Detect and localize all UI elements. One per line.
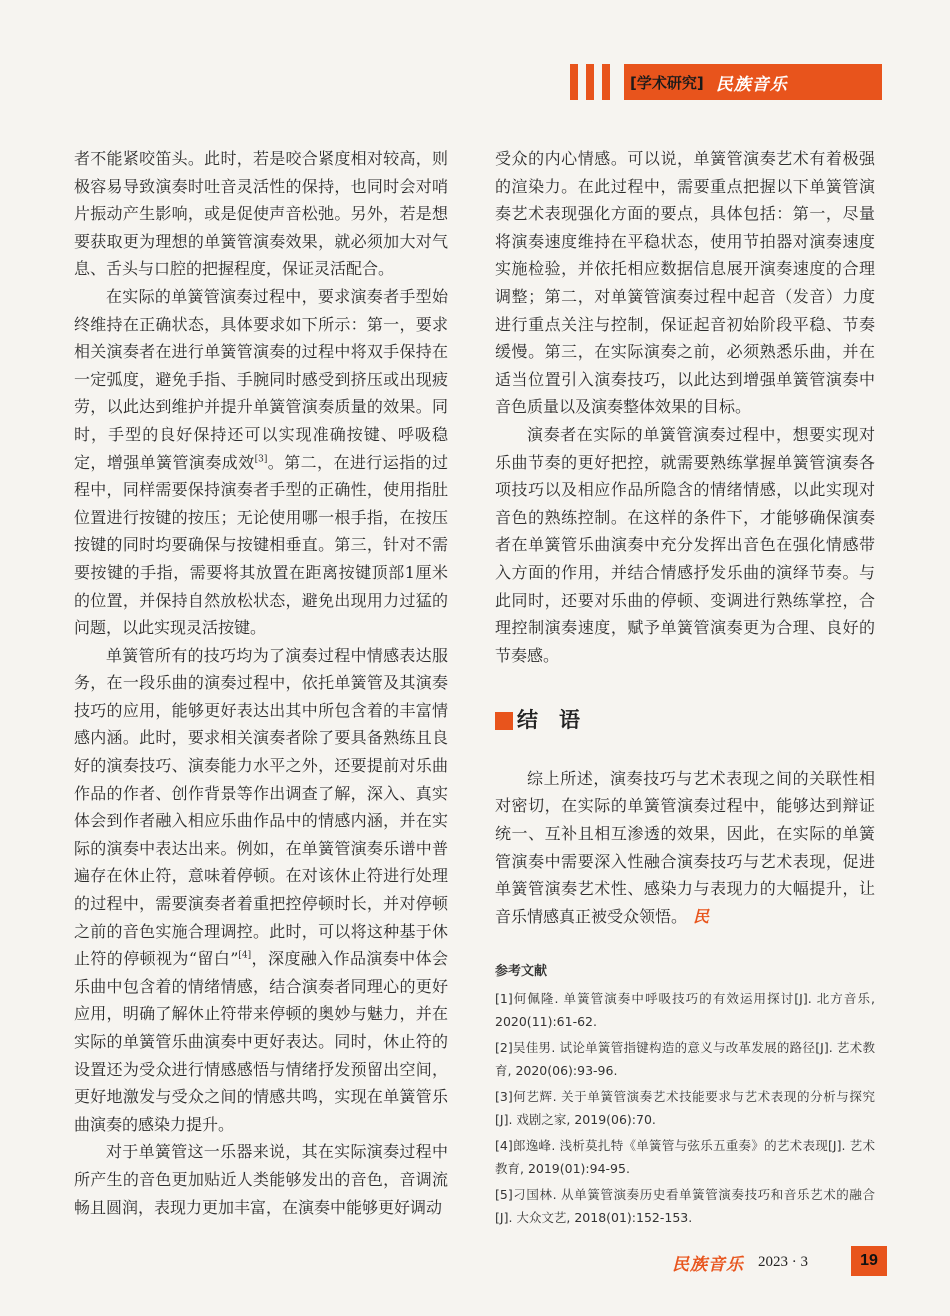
paragraph: 受众的内心情感。可以说，单簧管演奏艺术有着极强的渲染力。在此过程中，需要重点把握以下单簧管演奏艺术表现强化方面的要点，具体包括：第一，尽量将演奏速度维持在平稳状态，使用节拍器对演奏速度实施检验，并依托相应数据信息展开演奏速度的合理调整；第二，对单簧管演奏过程中起音（发音）力度进行重点关注与控制，保证起音初始阶段平稳、节奏缓慢。第三，在实际演奏之前，必须熟悉乐曲，并在适当位置引入演奏技巧，以此达到增强单簧管演奏中音色质量以及演奏整体效果的目标。 <box>495 149 875 417</box>
paragraph: 者不能紧咬笛头。此时，若是咬合紧度相对较高，则极容易导致演奏时吐音灵活性的保持，也同时会对哨片振动产生影响，或是促使声音松弛。另外，若是想要获取更为理想的单簧管演奏效果，就必须加大对气息、舌头与口腔的把握程度，保证灵活配合。 <box>74 149 448 279</box>
references-title: 参考文献 <box>495 964 548 980</box>
reference-item: [2]吴佳男. 试论单簧管指键构造的意义与改革发展的路径[J]. 艺术教育, 2020(06):93-96. <box>495 1040 875 1079</box>
paragraph: 单簧管所有的技巧均为了演奏过程中情感表达服务，在一段乐曲的演奏过程中，依托单簧管及其演奏技巧的应用，能够更好表达出其中所包含着的丰富情感内涵。此时，要求相关演奏者除了要具备熟练且良好的演奏技巧、演奏能力水平之外，还要提前对乐曲作品的作者、创作背景等作出调查了解，深入、真实体会到作者融入相应乐曲作品中的情感内涵，并在实际的演奏中表达出来。例如，在单簧管演奏乐谱中普遍存在休止符，意味着停顿。在对该休止符进行处理的过程中，需要演奏者着重把控停顿时长，并对停顿之前的音色实施合理调控。此时，可以将这种基于休止符的停顿视为“留白”[4]，深度融入作品演奏中体会乐曲中包含着的情绪情感，结合演奏者同理心的更好应用，明确了解休止符带来停顿的奥妙与魅力，并在实际的单簧管乐曲演奏中更好表达。同时，休止符的设置还为受众进行情感感悟与情绪抒发预留出空间，更好地激发与受众之间的情感共鸣，实现在单簧管乐曲演奏的感染力提升。 <box>74 645 448 1134</box>
citation: [4] <box>238 950 252 961</box>
header-stripe-3 <box>602 64 610 100</box>
reference-item: [1]何佩隆. 单簧管演奏中呼吸技巧的有效运用探讨[J]. 北方音乐, 2020(11):61-62. <box>495 991 875 1030</box>
header-tag-block <box>624 64 882 100</box>
header-stripe-2 <box>586 64 594 100</box>
header-stripe-1 <box>570 64 578 100</box>
reference-item: [3]何艺辉. 关于单簧管演奏艺术技能要求与艺术表现的分析与探究[J]. 戏剧之家, 2019(06):70. <box>495 1089 875 1128</box>
right-column <box>495 145 875 1232</box>
references <box>495 960 875 1229</box>
page-header <box>570 64 882 100</box>
section-heading <box>495 707 875 735</box>
reference-item: [4]郎逸峰. 浅析莫扎特《单簧管与弦乐五重奏》的艺术表现[J]. 艺术教育, 2019(01):94-95. <box>495 1138 875 1177</box>
heading-square-icon <box>495 712 513 730</box>
conclusion-paragraph: 综上所述，演奏技巧与艺术表现之间的关联性相对密切，在实际的单簧管演奏过程中，能够达到辩证统一、互补且相互渗透的效果，因此，在实际的单簧管演奏中需要深入性融合演奏技巧与艺术表现，促进单簧管演奏艺术性、感染力与表现力的大幅提升，让音乐情感真正被受众领悟。 民 <box>495 768 875 926</box>
page-number: 19 <box>851 1246 887 1276</box>
paragraph: 对于单簧管这一乐器来说，其在实际演奏过程中所产生的音色更加贴近人类能够发出的音色，音调流畅且圆润，表现力更加丰富，在演奏中能够更好调动 <box>74 1142 448 1217</box>
end-mark-icon: 民 <box>693 906 710 926</box>
section-title: 结 语 <box>517 708 580 733</box>
paragraph: 在实际的单簧管演奏过程中，要求演奏者手型始终维持在正确状态，具体要求如下所示：第一，要求相关演奏者在进行单簧管演奏的过程中将双手保持在一定弧度，避免手指、手腕同时感受到挤压或出现疲劳，以此达到维护并提升单簧管演奏质量的效果。同时，手型的良好保持还可以实现准确按键、呼吸稳定，增强单簧管演奏成效[3]。第二，在进行运指的过程中，同样需要保持演奏者手型的正确性，使用指肚位置进行按键的按压；无论使用哪一根手指，在按压按键的同时均要确保与按键相垂直。第三，针对不需要按键的手指，需要将其放置在距离按键顶部1厘米的位置，并保持自然放松状态，避免出现用力过猛的问题，以此实现灵活按键。 <box>74 286 448 638</box>
reference-item: [5]刁国林. 从单簧管演奏历史看单簧管演奏技巧和音乐艺术的融合[J]. 大众文艺, 2018(01):152-153. <box>495 1187 875 1226</box>
citation: [3] <box>254 454 268 465</box>
paragraph: 演奏者在实际的单簧管演奏过程中，想要实现对乐曲节奏的更好把控，就需要熟练掌握单簧管演奏各项技巧以及相应作品所隐含的情绪情感，以此实现对音色的熟练控制。在这样的条件下，才能够确保演奏者在单簧管乐曲演奏中充分发挥出音色在强化情感带入方面的作用，并结合情感抒发乐曲的演绎节奏。与此同时，还要对乐曲的停顿、变调进行熟练掌控，合理控制演奏速度，赋予单簧管演奏更为合理、良好的节奏感。 <box>495 424 875 665</box>
footer-magazine-logo: 民族音乐 <box>672 1255 744 1275</box>
footer-issue: 2023 · 3 <box>758 1254 808 1270</box>
left-column <box>74 145 448 1221</box>
page-footer <box>672 1250 808 1275</box>
section-tag: [学术研究] <box>630 73 704 92</box>
magazine-logo: 民族音乐 <box>715 74 788 95</box>
